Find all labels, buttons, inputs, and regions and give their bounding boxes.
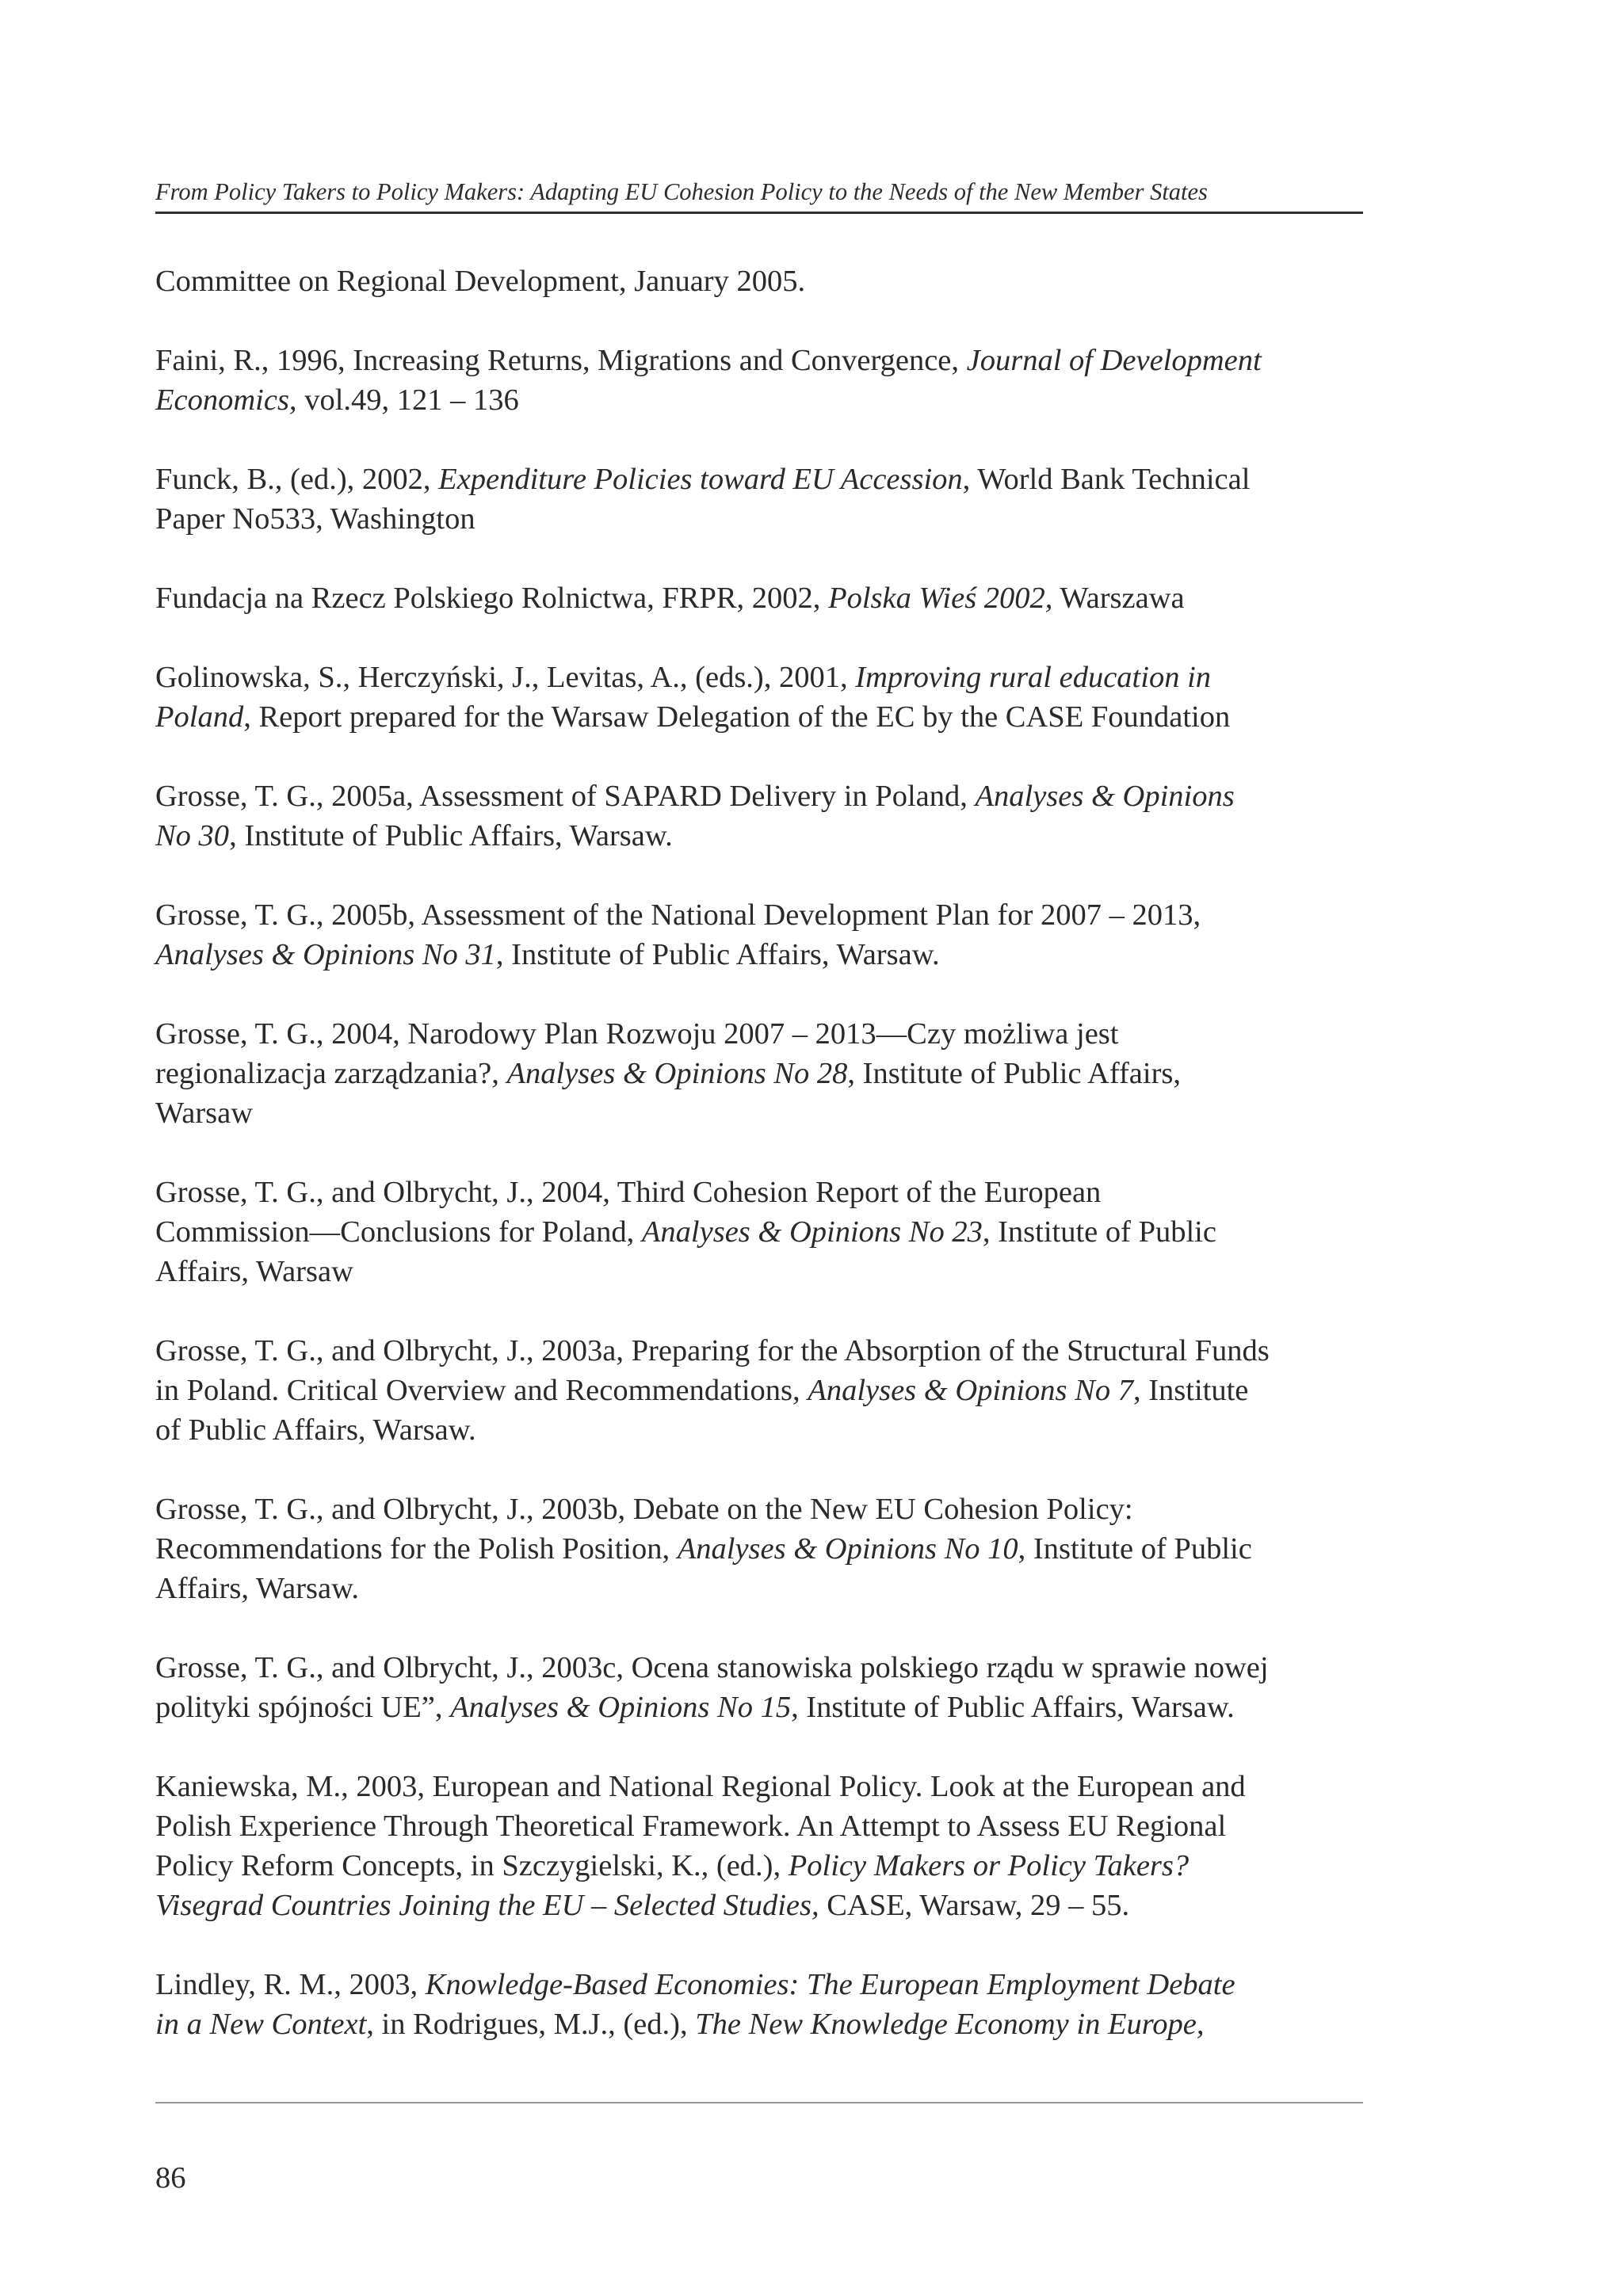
reference-text: , Institute of Public Affairs, Warsaw. xyxy=(495,938,940,971)
reference-line xyxy=(155,261,1363,301)
reference-line xyxy=(155,341,1363,380)
reference-entry xyxy=(155,1489,1363,1608)
reference-text: vol.49, 121 – 136 xyxy=(296,383,519,417)
reference-text: Grosse, T. G., and Olbrycht, J., 2003b, Debate on the New EU Cohesion Policy: xyxy=(155,1493,1133,1526)
reference-text: Warsaw xyxy=(155,1097,254,1130)
header-rule xyxy=(155,212,1363,214)
reference-italic-text: Knowledge-Based Economies: The European Employment Debate xyxy=(425,1968,1235,2001)
reference-text: Polish Experience Through Theoretical Framework. An Attempt to Assess EU Regional xyxy=(155,1810,1227,1843)
reference-italic-text: Visegrad Countries Joining the EU – Selected Studies, xyxy=(155,1889,819,1922)
reference-entry xyxy=(155,1331,1363,1450)
reference-line xyxy=(155,1846,1363,1886)
reference-line xyxy=(155,1054,1363,1093)
reference-text: of Public Affairs, Warsaw. xyxy=(155,1413,476,1447)
reference-line xyxy=(155,1648,1363,1688)
reference-entry xyxy=(155,658,1363,737)
reference-text: Grosse, T. G., and Olbrycht, J., 2003a, Preparing for the Absorption of the Structural Funds xyxy=(155,1334,1270,1367)
reference-italic-text: Analyses & Opinions No 15 xyxy=(450,1691,792,1724)
reference-line xyxy=(155,1093,1363,1133)
reference-list xyxy=(155,261,1363,2084)
reference-text: Paper No533, Washington xyxy=(155,502,475,536)
reference-text: , Institute of Public xyxy=(1018,1532,1252,1566)
reference-line xyxy=(155,895,1363,935)
reference-entry xyxy=(155,1965,1363,2044)
reference-entry xyxy=(155,341,1363,420)
reference-text: Committee on Regional Development, January 2005. xyxy=(155,265,806,298)
reference-italic-text: No 30 xyxy=(155,819,230,852)
reference-text: Warszawa xyxy=(1052,582,1185,615)
running-header: From Policy Takers to Policy Makers: Adapting EU Cohesion Policy to the Needs of the New Member States xyxy=(155,178,1208,205)
reference-italic-text: Expenditure Policies toward EU Accession xyxy=(438,463,963,496)
reference-italic-text: in a New Context xyxy=(155,2008,367,2041)
reference-italic-text: Analyses & Opinions No 7 xyxy=(808,1374,1133,1407)
reference-line xyxy=(155,1252,1363,1291)
reference-text: , Institute of Public Affairs, Warsaw. xyxy=(791,1691,1235,1724)
reference-line xyxy=(155,776,1363,816)
reference-entry xyxy=(155,1173,1363,1291)
reference-italic-text: Polska Wieś 2002, xyxy=(828,582,1053,615)
reference-text: CASE, Warsaw, 29 – 55. xyxy=(819,1889,1130,1922)
page-number: 86 xyxy=(155,2161,186,2195)
reference-line xyxy=(155,1410,1363,1450)
reference-italic-text: Analyses & Opinions No 23 xyxy=(641,1215,983,1249)
reference-text: Kaniewska, M., 2003, European and National Regional Policy. Look at the European and xyxy=(155,1770,1246,1803)
reference-text: , Institute of Public xyxy=(982,1215,1216,1249)
reference-line xyxy=(155,1688,1363,1727)
reference-line xyxy=(155,1173,1363,1212)
reference-line xyxy=(155,1886,1363,1925)
reference-line xyxy=(155,460,1363,499)
reference-text: Grosse, T. G., and Olbrycht, J., 2004, Third Cohesion Report of the European xyxy=(155,1176,1102,1209)
reference-text: , Institute xyxy=(1132,1374,1249,1407)
footer-rule xyxy=(155,2102,1363,2103)
reference-text: , Institute of Public Affairs, Warsaw. xyxy=(229,819,673,852)
reference-text: polityki spójności UE”, xyxy=(155,1691,451,1724)
reference-text: Grosse, T. G., 2004, Narodowy Plan Rozwoju 2007 – 2013—Czy możliwa jest xyxy=(155,1017,1119,1051)
reference-text: Grosse, T. G., and Olbrycht, J., 2003c, Ocena stanowiska polskiego rządu w sprawie nowej xyxy=(155,1651,1269,1684)
reference-line xyxy=(155,1371,1363,1410)
reference-line xyxy=(155,380,1363,420)
reference-entry xyxy=(155,1648,1363,1727)
reference-italic-text: Journal of Development xyxy=(966,344,1262,377)
reference-text: , Institute of Public Affairs, xyxy=(847,1057,1182,1090)
reference-text: Affairs, Warsaw xyxy=(155,1255,353,1288)
reference-text: Lindley, R. M., 2003, xyxy=(155,1968,426,2001)
reference-line xyxy=(155,1569,1363,1608)
reference-italic-text: Policy Makers or Policy Takers? xyxy=(788,1849,1190,1882)
reference-line xyxy=(155,816,1363,856)
reference-text: Grosse, T. G., 2005a, Assessment of SAPARD Delivery in Poland, xyxy=(155,780,976,813)
reference-entry xyxy=(155,261,1363,301)
reference-italic-text: The New Knowledge Economy in Europe, xyxy=(695,2008,1205,2041)
reference-entry xyxy=(155,776,1363,856)
reference-italic-text: Analyses & Opinions No 28 xyxy=(506,1057,848,1090)
reference-text: Recommendations for the Polish Position, xyxy=(155,1532,678,1566)
reference-text: Commission—Conclusions for Poland, xyxy=(155,1215,642,1249)
reference-line xyxy=(155,2004,1363,2044)
reference-line xyxy=(155,1529,1363,1569)
reference-entry xyxy=(155,578,1363,618)
reference-text: Affairs, Warsaw. xyxy=(155,1572,360,1605)
reference-italic-text: Analyses & Opinions No 31 xyxy=(155,938,496,971)
reference-line xyxy=(155,1331,1363,1371)
reference-entry xyxy=(155,460,1363,539)
reference-line xyxy=(155,1212,1363,1252)
reference-text: Faini, R., 1996, Increasing Returns, Migrations and Convergence, xyxy=(155,344,967,377)
reference-text: Golinowska, S., Herczyński, J., Levitas, A., (eds.), 2001, xyxy=(155,661,856,694)
reference-text: regionalizacja zarządzania?, xyxy=(155,1057,507,1090)
reference-line xyxy=(155,697,1363,737)
reference-line xyxy=(155,658,1363,697)
reference-text: , in Rodrigues, M.J., (ed.), xyxy=(366,2008,696,2041)
reference-text: Grosse, T. G., 2005b, Assessment of the National Development Plan for 2007 – 2013, xyxy=(155,898,1201,932)
reference-italic-text: Improving rural education in xyxy=(855,661,1212,694)
reference-line xyxy=(155,1489,1363,1529)
reference-entry xyxy=(155,895,1363,974)
reference-italic-text: Poland xyxy=(155,700,244,734)
reference-line xyxy=(155,1965,1363,2004)
reference-italic-text: Analyses & Opinions xyxy=(975,780,1235,813)
reference-italic-text: Economics, xyxy=(155,383,297,417)
reference-text: Funck, B., (ed.), 2002, xyxy=(155,463,439,496)
reference-line xyxy=(155,1014,1363,1054)
reference-line xyxy=(155,1806,1363,1846)
reference-text: Policy Reform Concepts, in Szczygielski, K., (ed.), xyxy=(155,1849,789,1882)
reference-entry xyxy=(155,1767,1363,1925)
reference-text: , Report prepared for the Warsaw Delegation of the EC by the CASE Foundation xyxy=(243,700,1231,734)
reference-line xyxy=(155,935,1363,974)
reference-entry xyxy=(155,1014,1363,1133)
reference-line xyxy=(155,1767,1363,1806)
reference-line xyxy=(155,578,1363,618)
reference-line xyxy=(155,499,1363,539)
reference-italic-text: Analyses & Opinions No 10 xyxy=(677,1532,1018,1566)
reference-text: in Poland. Critical Overview and Recommendations, xyxy=(155,1374,808,1407)
reference-text: Fundacja na Rzecz Polskiego Rolnictwa, FRPR, 2002, xyxy=(155,582,829,615)
reference-text: , World Bank Technical xyxy=(962,463,1251,496)
